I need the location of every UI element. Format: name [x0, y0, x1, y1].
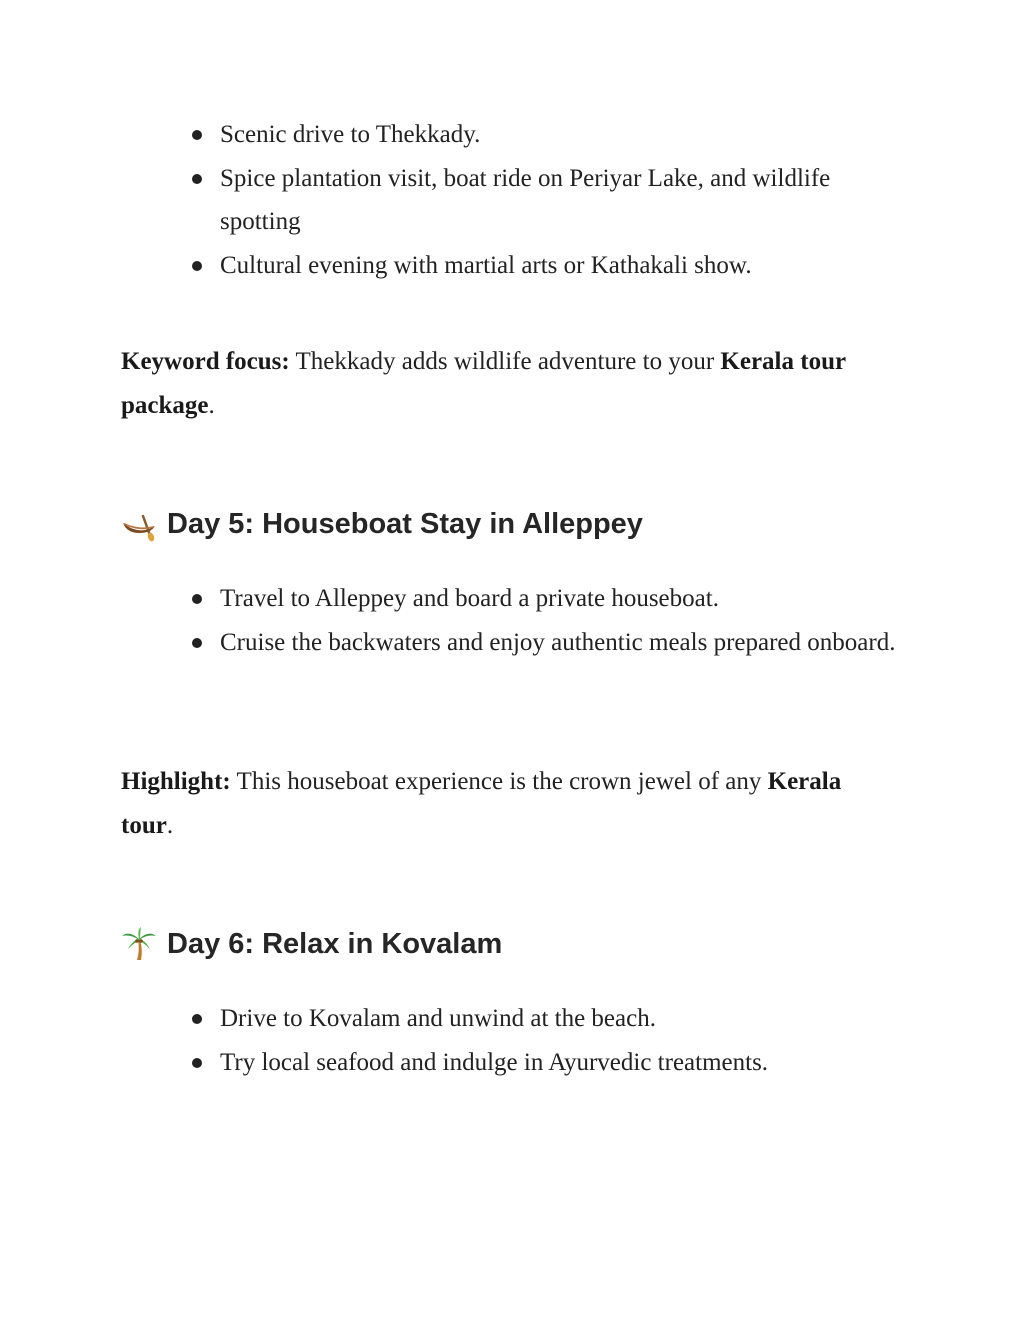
- bullet-icon: [192, 261, 202, 271]
- list-item-text: Spice plantation visit, boat ride on Periyar Lake, and wildlife spotting: [220, 164, 831, 235]
- day6-heading: [121, 926, 502, 962]
- highlight-end: .: [166, 811, 174, 839]
- day5-heading: [121, 506, 643, 542]
- bullet-list-day5: [192, 577, 904, 664]
- keyword-focus-bold: Kerala tour package: [121, 348, 846, 419]
- bullet-icon: [192, 638, 202, 648]
- bullet-icon: [192, 174, 202, 184]
- list-item: [192, 621, 904, 665]
- bullet-icon: [192, 130, 202, 140]
- list-item-text: Cruise the backwaters and enjoy authentic meals prepared onboard.: [220, 628, 896, 656]
- list-item: [192, 113, 904, 157]
- day6-title: Day 6: Relax in Kovalam: [167, 927, 503, 960]
- highlight-text: This houseboat experience is the crown jewel of any: [230, 768, 768, 795]
- bullet-list-thekkady: [192, 113, 904, 287]
- list-item: [192, 244, 904, 288]
- bullet-icon: [192, 1014, 202, 1024]
- canoe-icon: [121, 506, 157, 542]
- list-item: [192, 577, 904, 621]
- list-item-text: Travel to Alleppey and board a private houseboat.: [220, 585, 719, 612]
- list-item-text: Try local seafood and indulge in Ayurvedic treatments.: [220, 1048, 769, 1076]
- day5-title: Day 5: Houseboat Stay in Alleppey: [167, 507, 643, 540]
- keyword-focus-end: .: [208, 391, 215, 419]
- keyword-focus-label: Keyword focus:: [121, 348, 290, 375]
- highlight-label: Highlight:: [121, 768, 231, 795]
- list-item: [192, 997, 904, 1041]
- list-item-text: Cultural evening with martial arts or Kathakali show.: [220, 251, 752, 279]
- keyword-focus-paragraph: [121, 340, 891, 427]
- list-item: [192, 1041, 904, 1085]
- bullet-icon: [192, 594, 202, 604]
- list-item: [192, 157, 904, 244]
- keyword-focus-text: Thekkady adds wildlife adventure to your: [289, 348, 721, 375]
- bullet-list-day6: [192, 997, 904, 1084]
- list-item-text: Drive to Kovalam and unwind at the beach.: [220, 1005, 656, 1032]
- bullet-icon: [192, 1058, 202, 1068]
- palm-tree-icon: [121, 926, 157, 962]
- highlight-bold: Kerala tour: [121, 768, 842, 839]
- list-item-text: Scenic drive to Thekkady.: [220, 121, 481, 148]
- highlight-paragraph: [121, 760, 891, 847]
